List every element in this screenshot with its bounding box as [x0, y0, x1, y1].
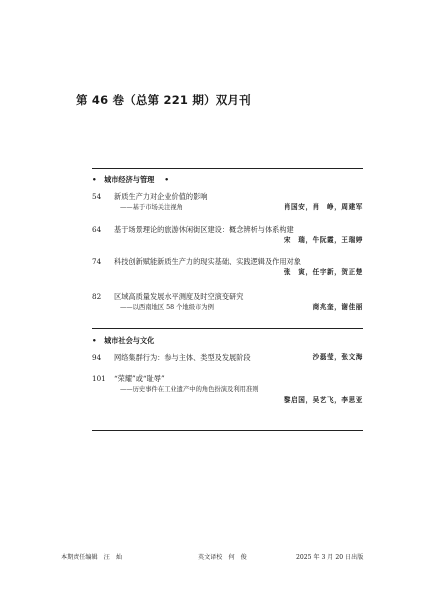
article-authors: 沙磊莹，张文海 [312, 353, 363, 361]
article-title: 基于场景理论的旅游休闲街区建设：概念辨析与体系构建 [114, 225, 294, 234]
toc-entry[interactable] [92, 291, 363, 313]
footer-date: 2025 年 3 月 20 日出版 [296, 554, 364, 561]
article-authors: 张 寅，任宇新，贺正楚 [283, 268, 363, 276]
toc-entry[interactable] [92, 191, 363, 213]
article-subtitle: ——历史事件在工业遗产中的角色扮演及利用准则 [120, 386, 259, 393]
toc-entry[interactable] [92, 373, 363, 406]
section-heading-society: • 城市社会与文化 [92, 336, 155, 345]
article-authors: 宋 瑞，牛阮霞，王瑞婷 [283, 236, 363, 244]
article-authors: 黎启国，吴艺飞，李思亚 [283, 396, 363, 404]
article-title: “荣耀”或“耻辱” [114, 374, 165, 383]
bullet-icon: • [92, 175, 97, 184]
article-subtitle: ——以西南地区 58 个地级市为例 [120, 304, 214, 311]
article-title: 新质生产力对企业价值的影响 [114, 192, 208, 201]
article-title: 科技创新赋能新质生产力的现实基础、实践逻辑及作用对象 [114, 257, 301, 266]
page-number: 94 [92, 353, 102, 362]
toc-entry[interactable] [92, 224, 363, 246]
bullet-icon: • [164, 175, 169, 184]
article-subtitle: ——基于市场关注视角 [120, 204, 183, 211]
article-authors: 肖国安，肖 峥，周建军 [283, 203, 363, 211]
article-title: 网络集群行为：参与主体、类型及发展阶段 [114, 353, 251, 362]
footer-editor: 本期责任编辑 汪 灿 [61, 554, 122, 561]
volume-title: 第 46 卷（总第 221 期）双月刊 [76, 93, 251, 107]
bottom-rule [92, 430, 363, 431]
top-rule [92, 168, 363, 169]
page-number: 101 [92, 374, 106, 383]
toc-entry[interactable] [92, 256, 363, 278]
article-title: 区域高质量发展水平测度及时空演变研究 [114, 292, 244, 301]
page-number: 74 [92, 257, 102, 266]
bullet-icon: • [92, 336, 97, 345]
page-number: 82 [92, 292, 102, 301]
article-authors: 商兆奎，谢佳丽 [312, 303, 363, 311]
page-number: 54 [92, 192, 102, 201]
section-divider [92, 328, 363, 329]
footer-proofreader: 英文译校 何 俊 [198, 554, 247, 561]
toc-entry[interactable] [92, 352, 363, 363]
section-heading-economy: • 城市经济与管理 • [92, 175, 169, 184]
page-number: 64 [92, 225, 102, 234]
